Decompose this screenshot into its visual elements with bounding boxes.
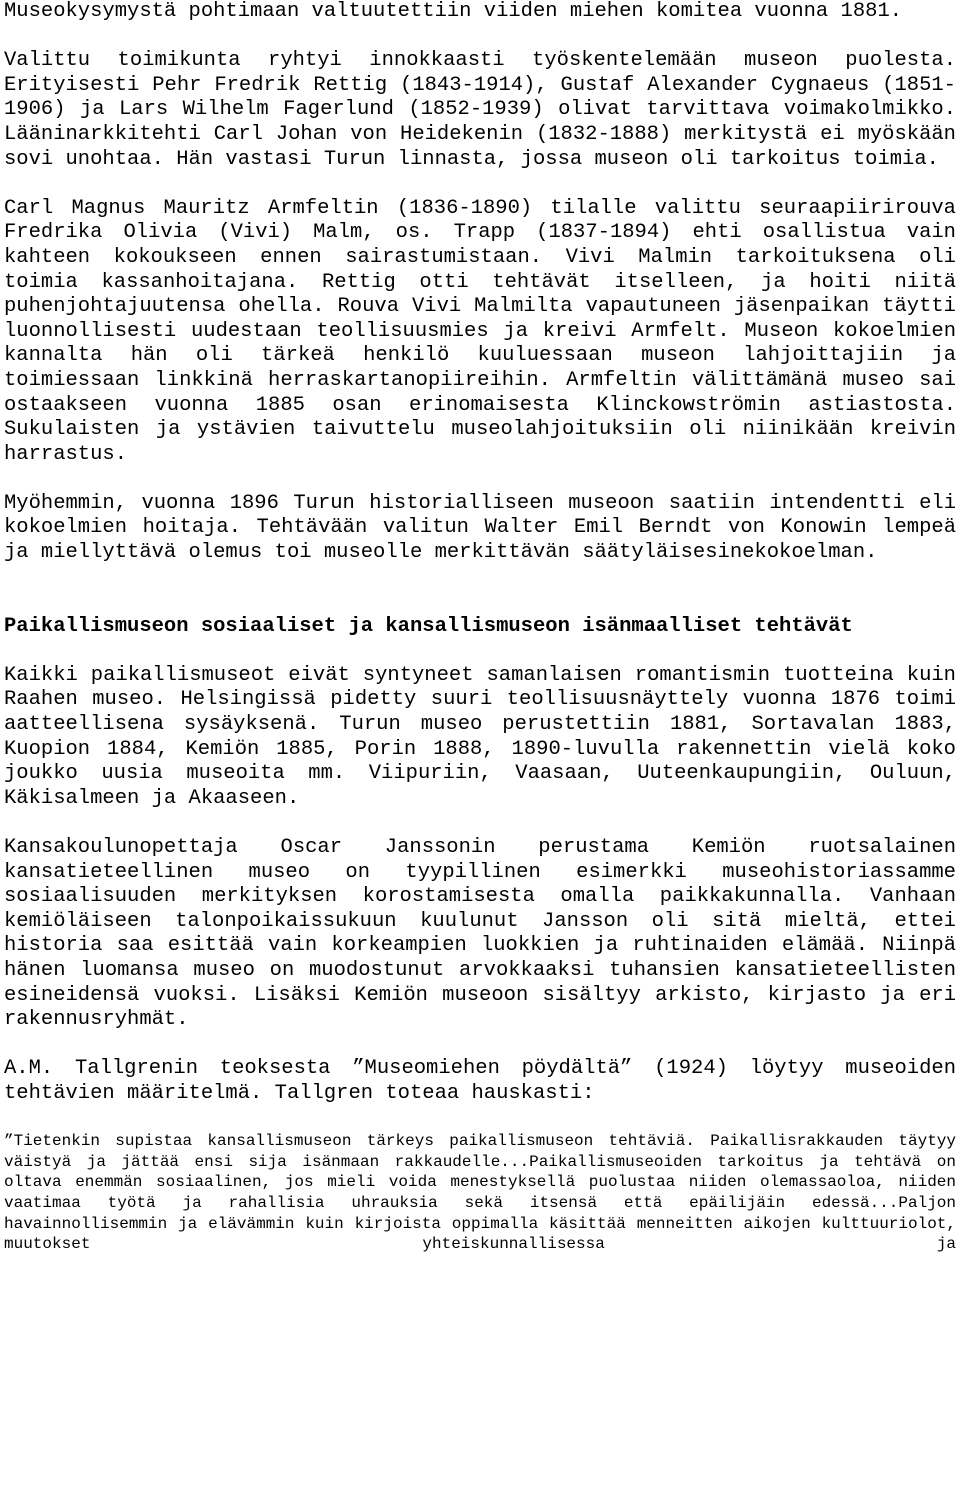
paragraph-gap (4, 1033, 956, 1058)
section-gap (4, 566, 956, 615)
paragraph-armfelt: Carl Magnus Mauritz Armfeltin (1836-1890) tilalle valittu seuraapiirirouva Fredrika Olivia (Vivi) Malm, os. Trapp (1837-1894) ehti osallistua vain kahteen kokoukseen ennen sairastumistaan. Vivi Malmin tarkoituksena oli toimia kassanhoitajana. Rettig otti tehtävät itselleen, ja hoiti niitä puhenjohtajuutensa ohella. Rouva Vivi Malmilta vapautuneen jäsenpaikan täytti luonnollisesti uudestaan teollisuusmies ja kreivi Armfelt. Museon kokoelmien kannalta hän oli tärkeä henkilö kuuluessaan museon lahjoittajiin ja toimiessaan linkkinä herraskartanopiireihin. Armfeltin välittämänä museo sai ostaakseen vuonna 1885 osan erinomaisesta Klinckowströmin astiastosta. Sukulaisten ja ystävien taivuttelu museolahjoituksiin oli niinikään kreivin harrastus. (4, 196, 956, 466)
paragraph-gap (4, 172, 956, 197)
paragraph-intendant: Myöhemmin, vuonna 1896 Turun historialliseen museoon saatiin intendentti eli kokoelmien hoitaja. Tehtävään valitun Walter Emil Berndt von Konowin lempeä ja miellyttävä olemus toi museolle merkittävän säätyläisesinekokoelman. (4, 491, 956, 565)
paragraph-gap (4, 1107, 956, 1132)
paragraph-tallgren: A.M. Tallgrenin teoksesta ”Museomiehen pöydältä” (1924) löytyy museoiden tehtävien määritelmä. Tallgren toteaa hauskasti: (4, 1057, 956, 1105)
paragraph-gap (4, 25, 956, 50)
paragraph-kemio-museum: Kansakoulunopettaja Oscar Janssonin perustama Kemiön ruotsalainen kansatieteellinen museo on tyypillinen esimerkki museohistoriassamme sosiaalisuuden merkityksen korostamisesta omalla paikkakunnalla. Vanhaan kemiöläiseen talonpoikaissukuun kuulunut Jansson oli sitä mieltä, ettei historia saa esittää vain korkeampien luokkien ja ruhtinaiden elämää. Niinpä hänen luomansa museo on muodostunut arvokkaaksi tuhansien kansatieteellisten esineidensä vuoksi. Lisäksi Kemiön museoon sisältyy arkisto, kirjasto ja eri rakennusryhmät. (4, 836, 956, 1032)
document-page (4, 0, 956, 1255)
paragraph-gap (4, 639, 956, 664)
block-quote: ”Tietenkin supistaa kansallismuseon tärkeys paikallismuseon tehtäviä. Paikallisrakkauden täytyy väistyä ja jättää ensi sija isänmaan rakkaudelle...Paikallismuseoiden tarkoitus ja tehtävä on oltava enemmän sosiaalinen, jos mieli voida menestyksellä puolustaa niiden olemassaoloa, niiden vaatimaa työtä ja rahallisia uhrauksia sekä itsensä että epäilijäin edessä...Paljon havainnollisemmin ja elävämmin kuin kirjoista oppimalla käsittää menneitten aikojen kulttuuriolot, muutokset yhteiskunnallisessa ja (4, 1132, 956, 1254)
paragraph-gap (4, 811, 956, 836)
paragraph-committee: Museokysymystä pohtimaan valtuutettiin viiden miehen komitea vuonna 1881. (4, 0, 903, 23)
paragraph-gap (4, 467, 956, 492)
section-heading: Paikallismuseon sosiaaliset ja kansallismuseon isänmaalliset tehtävät (4, 614, 853, 638)
paragraph-local-museums: Kaikki paikallismuseot eivät syntyneet samanlaisen romantismin tuotteina kuin Raahen museo. Helsingissä pidetty suuri teollisuusnäyttely vuonna 1876 toimi aatteellisena sysäyksenä. Turun museo perustettiin 1881, Sortavalan 1883, Kuopion 1884, Kemiön 1885, Porin 1888, 1890-luvulla rakennettin vielä koko joukko uusia museoita mm. Viipuriin, Vaasaan, Uuteenkaupungiin, Ouluun, Käkisalmeen ja Akaaseen. (4, 663, 956, 810)
paragraph-board: Valittu toimikunta ryhtyi innokkaasti työskentelemään museon puolesta. Erityisesti Pehr Fredrik Rettig (1843-1914), Gustaf Alexander Cygnaeus (1851-1906) ja Lars Wilhelm Fagerlund (1852-1939) olivat tarvittava voimakolmikko. Lääninarkkitehti Carl Johan von Heidekenin (1832-1888) merkitystä ei myöskään sovi unohtaa. Hän vastasi Turun linnasta, jossa museon oli tarkoitus toimia. (4, 49, 956, 171)
